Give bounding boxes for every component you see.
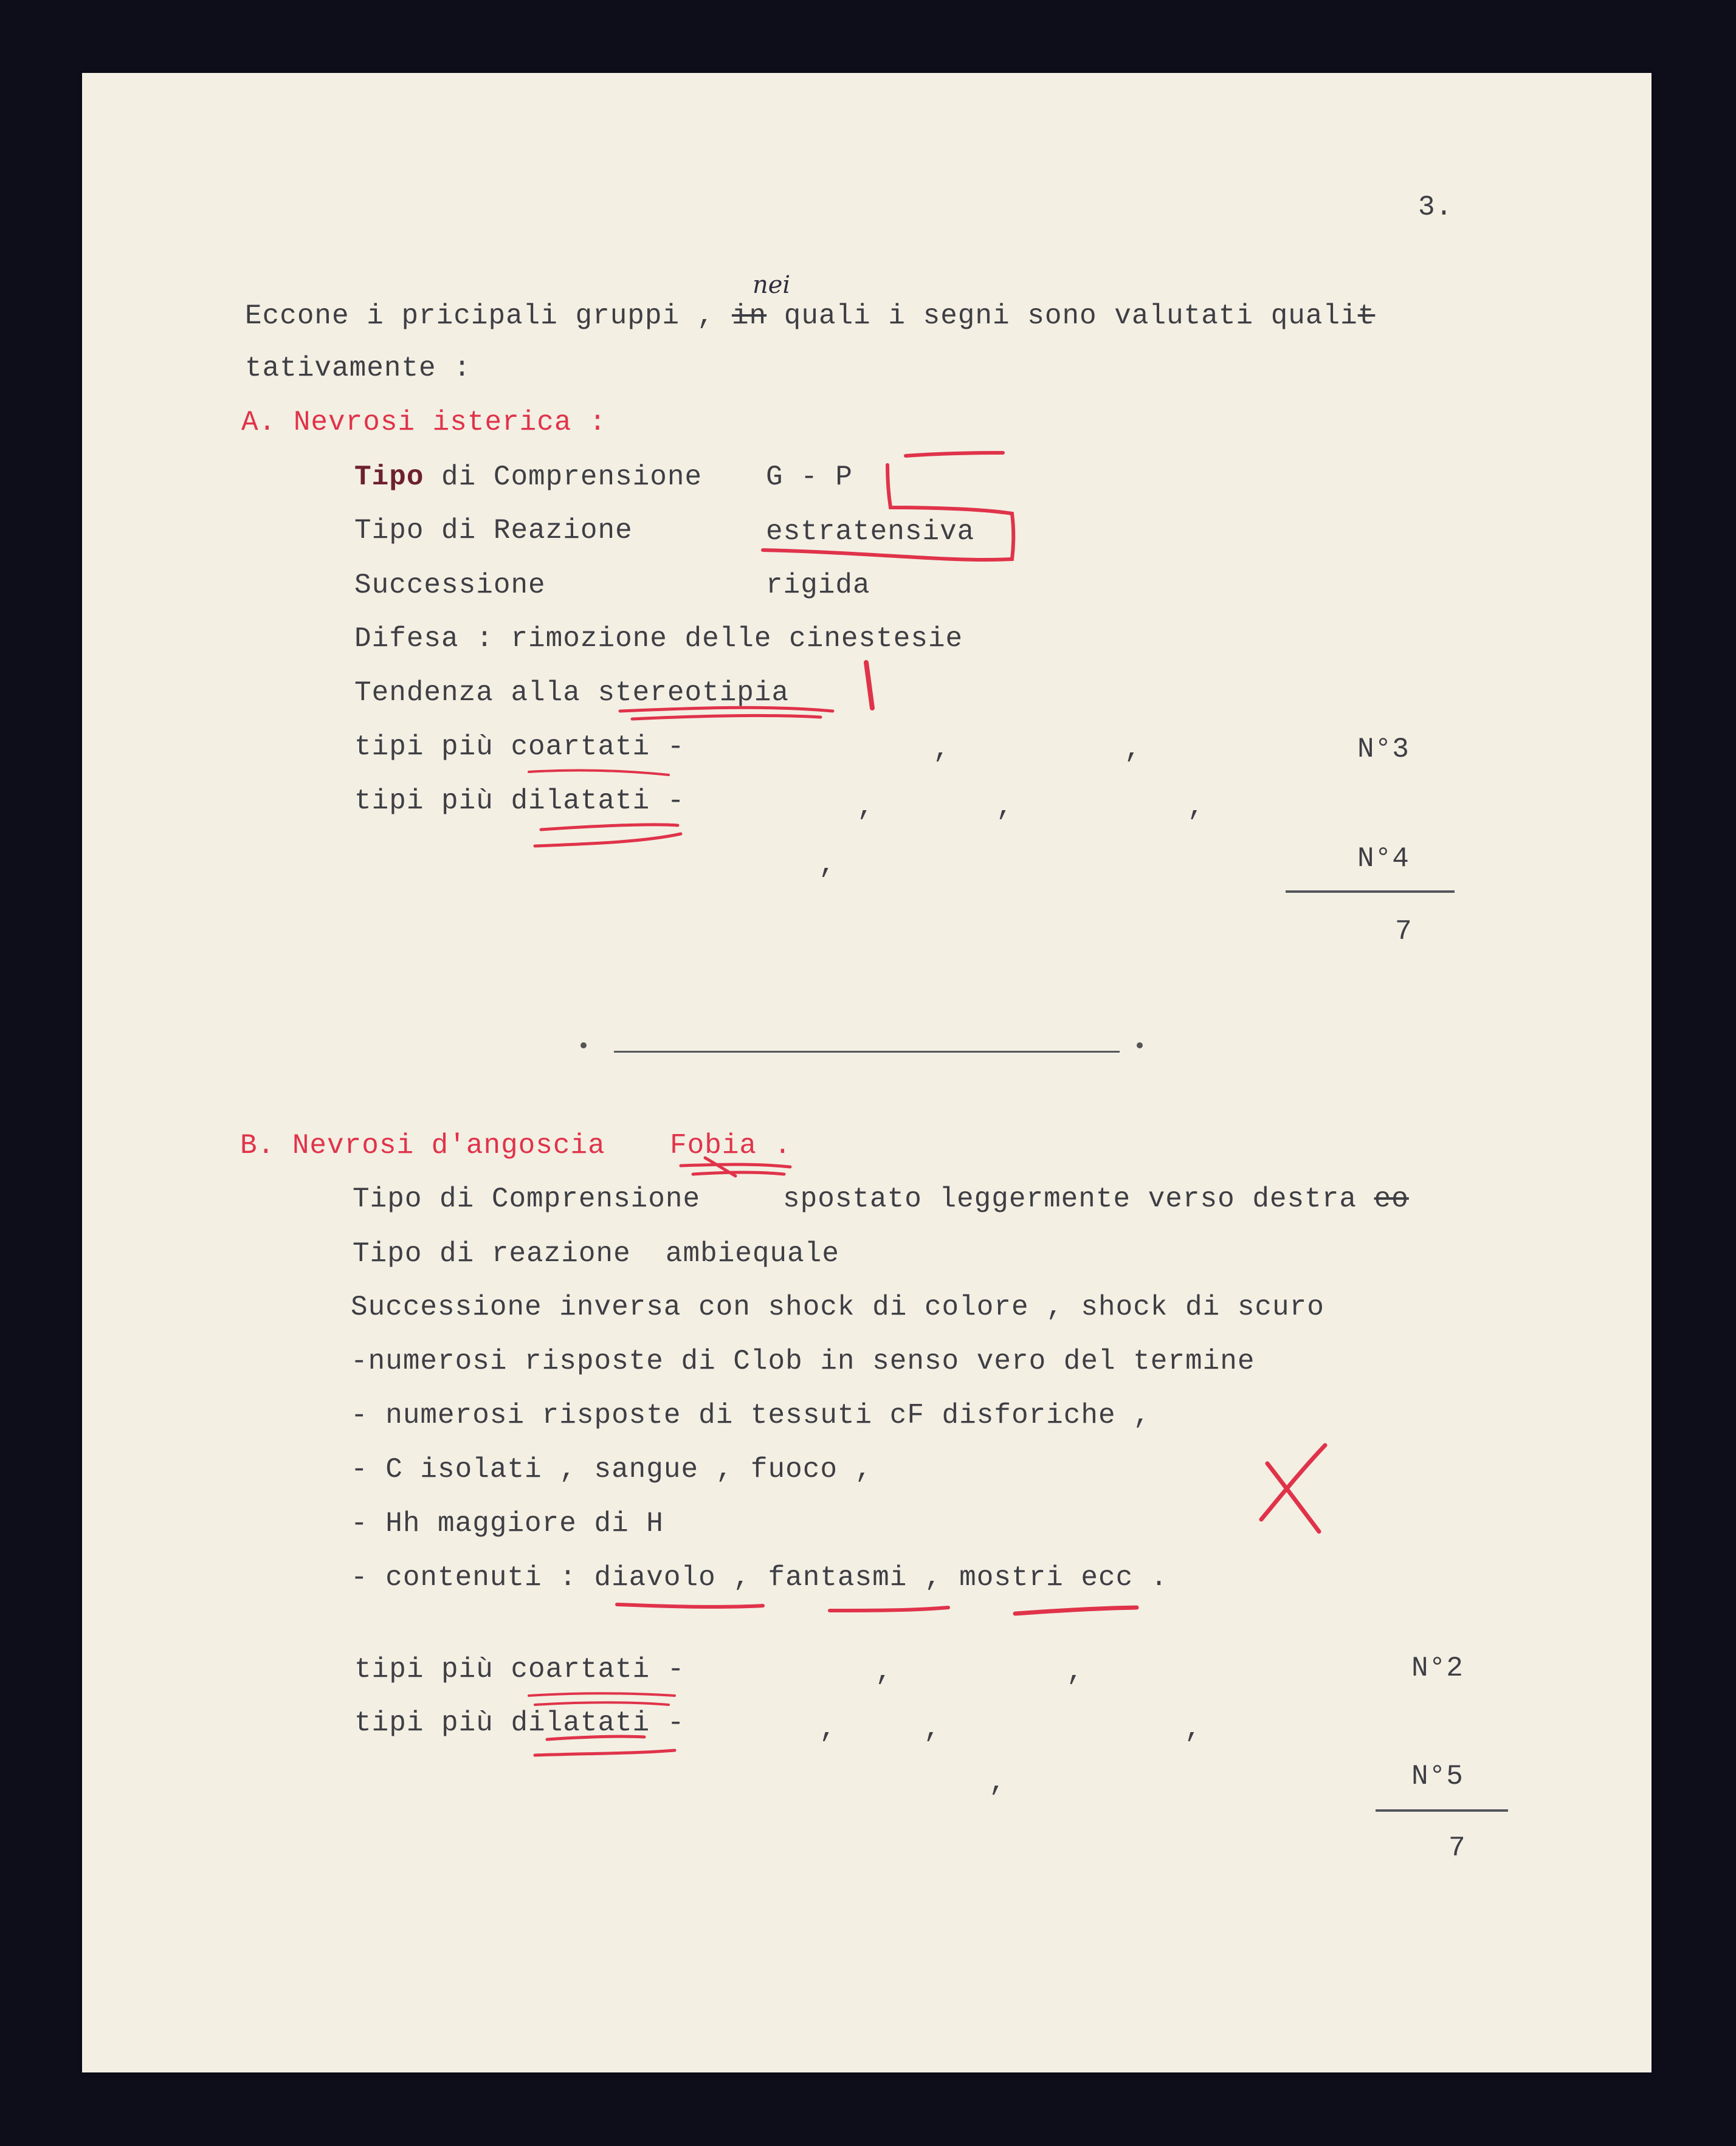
section-b-fobia: Fobia . bbox=[670, 1130, 792, 1161]
section-b-dilatati-commas: , , , bbox=[819, 1713, 1202, 1745]
section-a-row-1-label: Tipo di Comprensione bbox=[354, 461, 703, 493]
intro-line-2: tativamente : bbox=[245, 353, 471, 384]
section-a-row-1-value: G - P bbox=[766, 461, 853, 493]
section-b-total-rule bbox=[1376, 1809, 1508, 1812]
section-a-coartati-commas: , , bbox=[933, 734, 1142, 765]
separator-dot-right bbox=[1137, 1042, 1143, 1048]
page-number: 3. bbox=[1418, 191, 1453, 223]
section-b-line-3: Successione inversa con shock di colore , shock di scuro bbox=[351, 1291, 1324, 1323]
section-b-coartati-count: N°2 bbox=[1411, 1652, 1464, 1684]
section-b-line-1-struck: eo bbox=[1374, 1183, 1409, 1215]
section-b-line-2: Tipo di reazione ambiequale bbox=[353, 1238, 839, 1270]
section-b-coartati: tipi più coartati - bbox=[354, 1654, 685, 1685]
separator-dot-left bbox=[580, 1042, 587, 1048]
section-a-dilatati-comma-2: , bbox=[819, 849, 836, 881]
section-b-dilatati: tipi più dilatati - bbox=[354, 1707, 685, 1739]
section-b-line-1 bbox=[783, 1185, 1409, 1213]
section-a-row-3-value: rigida bbox=[766, 569, 870, 601]
section-a-row-3-label: Successione bbox=[354, 569, 546, 601]
section-a-row-2-value: estratensiva bbox=[766, 516, 975, 548]
section-b-title: B. Nevrosi d'angoscia bbox=[240, 1130, 605, 1161]
section-a-dilatati: tipi più dilatati - bbox=[354, 785, 685, 817]
section-a-total: 7 bbox=[1395, 916, 1413, 947]
section-a-tendenza: Tendenza alla stereotipia bbox=[354, 677, 790, 709]
section-a-row-2-label: Tipo di Reazione bbox=[354, 515, 633, 546]
section-a-coartati-count: N°3 bbox=[1357, 734, 1410, 765]
section-b-dilatati-count: N°5 bbox=[1411, 1761, 1464, 1792]
intro-line-1 bbox=[245, 302, 1375, 330]
section-b-line-7: - Hh maggiore di H bbox=[351, 1508, 664, 1539]
section-b-dilatati-comma-2: , bbox=[989, 1767, 1007, 1798]
section-b-line-6: - C isolati , sangue , fuoco , bbox=[351, 1454, 873, 1485]
section-b-line-4: -numerosi risposte di Clob in senso vero del termine bbox=[351, 1346, 1255, 1377]
intro-line-1-struck-end: t bbox=[1357, 300, 1376, 332]
section-separator bbox=[614, 1051, 1120, 1053]
intro-line-1-rest: quali i segni sono valutati quali bbox=[784, 300, 1358, 332]
section-a-dilatati-count: N°4 bbox=[1357, 843, 1410, 875]
section-a-dilatati-commas: , , , bbox=[857, 791, 1205, 823]
section-b-line-1-value: spostato leggermente verso destra bbox=[783, 1183, 1357, 1215]
section-b-line-5: - numerosi risposte di tessuti cF disforiche , bbox=[351, 1400, 1151, 1431]
section-a-difesa: Difesa : rimozione delle cinestesie bbox=[354, 623, 963, 655]
intro-struck-word: in bbox=[731, 300, 767, 332]
section-b-total: 7 bbox=[1448, 1832, 1466, 1864]
section-a-total-rule bbox=[1286, 890, 1455, 893]
section-b-line-1-label: Tipo di Comprensione bbox=[353, 1183, 701, 1215]
tipo-word: Tipo bbox=[354, 461, 424, 493]
section-b-line-8: - contenuti : diavolo , fantasmi , mostri ecc . bbox=[351, 1562, 1168, 1594]
handwritten-insert: nei bbox=[753, 271, 791, 299]
section-a-coartati: tipi più coartati - bbox=[354, 731, 685, 763]
intro-line-1-start: Eccone i pricipali gruppi , bbox=[245, 300, 715, 332]
section-b-coartati-commas: , , bbox=[875, 1656, 1084, 1688]
section-a-title: A. Nevrosi isterica : bbox=[241, 407, 607, 438]
